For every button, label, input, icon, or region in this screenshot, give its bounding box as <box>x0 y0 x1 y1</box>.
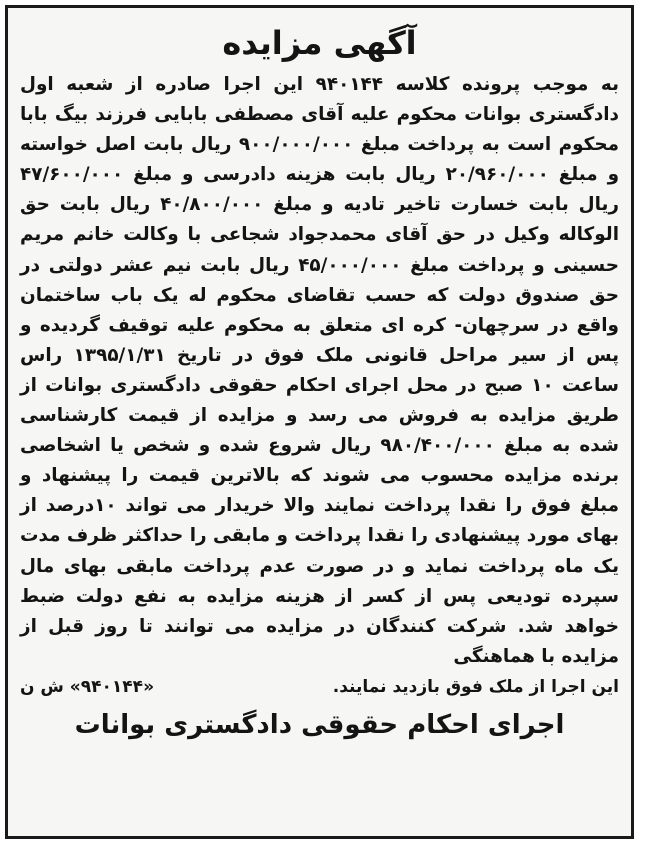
notice-title: آگهی مزایده <box>222 24 417 62</box>
notice-closing-line <box>20 672 619 702</box>
notice-issuer: اجرای احکام حقوقی دادگستری بوانات <box>74 709 565 740</box>
notice-body: به موجب پرونده کلاسه ۹۴۰۱۴۴ این اجرا صادره از شعبه اول دادگستری بوانات محکوم علیه آقای مصطفی بابایی فرزند بیگ بابا محکوم است به پرداخت مبلغ ۹۰۰/۰۰۰/۰۰۰ ریال بابت اصل خواسته و مبلغ ۲۰/۹۶۰/۰۰۰ ریال بابت هزینه دادرسی و مبلغ ۴۷/۶۰۰/۰۰۰ ریال بابت خسارت تاخیر تادیه و مبلغ ۴۰/۸۰۰/۰۰۰ ریال بابت حق الوکاله وکیل در حق آقای محمدجواد شجاعی با وکالت خانم مریم حسینی و پرداخت مبلغ ۴۵/۰۰۰/۰۰۰ ریال بابت نیم عشر دولتی در حق صندوق دولت که حسب تقاضای محکوم له یک باب ساختمان واقع در سرچهان- کره ای متعلق به محکوم علیه توقیف گردیده و پس از سیر مراحل قانونی ملک فوق در تاریخ ۱۳۹۵/۱/۳۱ راس ساعت ۱۰ صبح در محل اجرای احکام حقوقی دادگستری بوانات از طریق مزایده به فروش می رسد و مزایده از قیمت کارشناسی شده به مبلغ ۹۸۰/۴۰۰/۰۰۰ ریال شروع شده و شخص یا اشخاصی برنده مزایده محسوب می شوند که بالاترین قیمت را پیشنهاد و مبلغ فوق را نقدا پرداخت نمایند والا خریدار می تواند ۱۰درصد از بهای مورد پیشنهادی را نقدا پرداخت و مابقی را حداکثر ظرف مدت یک ماه پرداخت نماید و در صورت عدم پرداخت مابقی بهای مال سپرده تودیعی پس از کسر از هزینه مزایده به نفع دولت ضبط خواهد شد. شرکت کنندگان در مزایده می توانند تا روز قبل از مزایده با هماهنگی <box>20 74 620 667</box>
notice-last-sentence: این اجرا از ملک فوق بازدید نمایند. <box>332 676 619 697</box>
legal-notice <box>5 5 634 839</box>
notice-reference-code: «۹۴۰۱۴۴» ش ن <box>20 676 155 697</box>
